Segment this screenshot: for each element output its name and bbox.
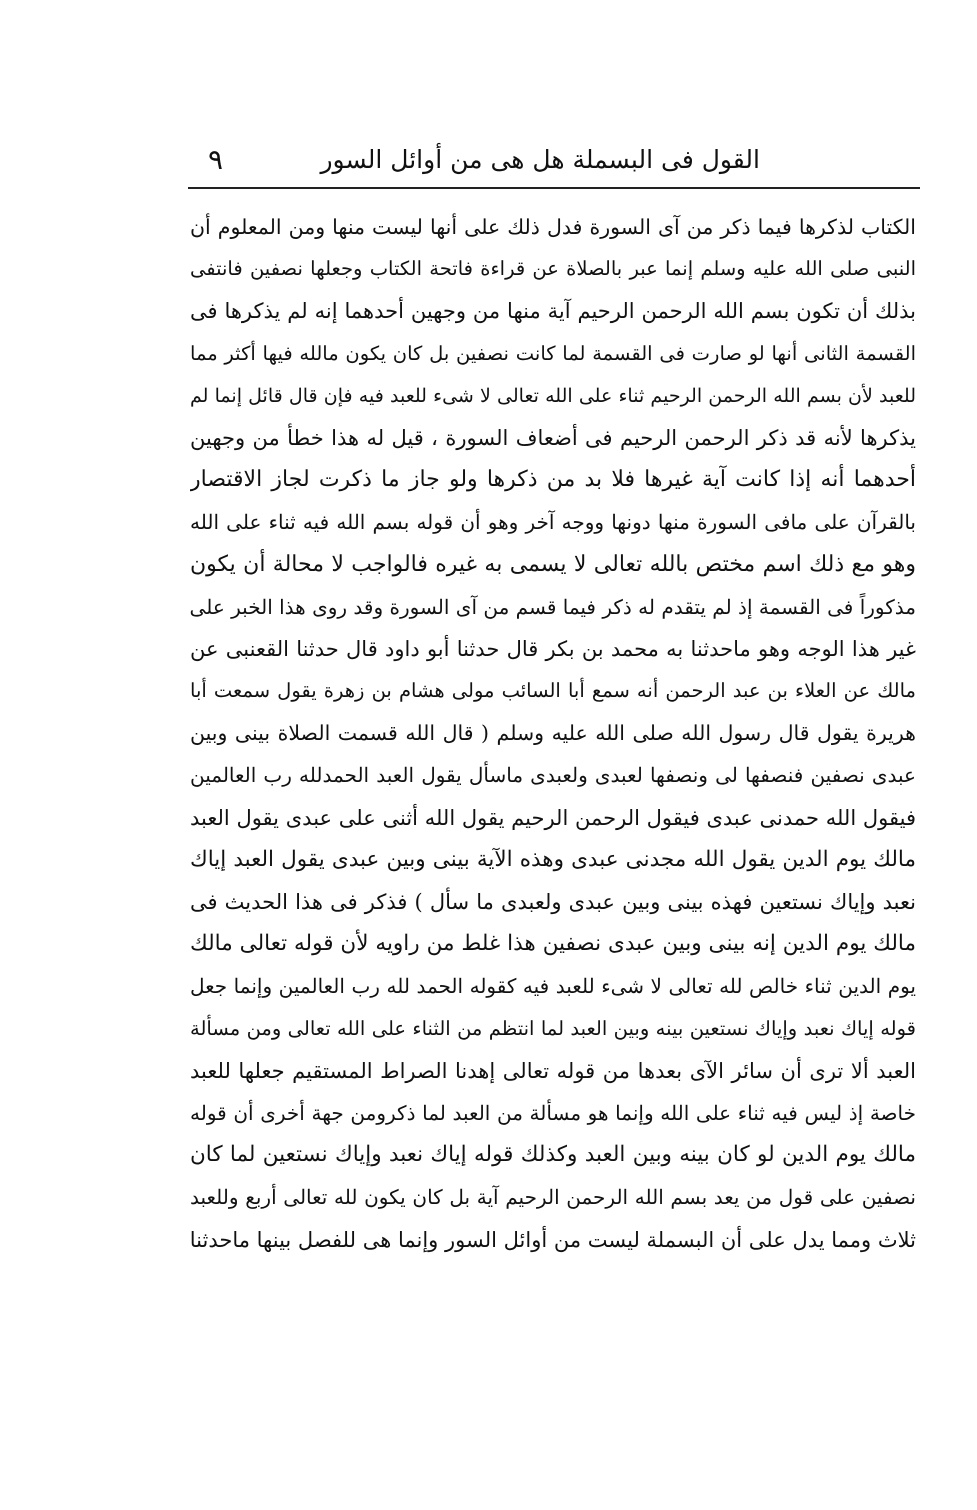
text-line: القسمة الثانى أنها لو صارت فى القسمة لما كانت نصفين بل كان يكون مالله فيها أكثر مما	[190, 341, 916, 365]
text-line: خاصة إذ ليس فيه ثناء على الله وإنما هو مسألة من العبد لما ذكرومن جهة أخرى أن قوله	[190, 1100, 916, 1125]
text-line: الكتاب لذكرها فيما ذكر من آى السورة فدل ذلك على أنها ليست منها ومن المعلوم أن	[190, 215, 916, 239]
text-line: هريرة يقول قال رسول الله صلى الله عليه وسلم ( قال الله قسمت الصلاة بينى وبين	[190, 721, 916, 746]
text-line: العبد ألا ترى أن سائر الآى بعدها من قوله تعالى إهدنا الصراط المستقيم جعلها للعبد	[190, 1058, 916, 1083]
text-line: يوم الدين ثناء خالص لله تعالى لا شىء للعبد فيه كقوله الحمد لله رب العالمين وإنما جعل	[190, 974, 916, 999]
text-line: بالقرآن على مافى السورة منها دونها ووجه آخر وهو أن قوله بسم الله فيه ثناء على الله	[190, 510, 916, 535]
text-line: غير هذا الوجه وهو ماحدثنا به محمد بن بكر قال حدثنا أبو داود قال حدثنا القعنبى عن	[190, 636, 916, 661]
body-text	[190, 206, 916, 1261]
text-line: قوله إياك نعبد وإياك نستعين بينه وبين العبد لما انتظم من الثناء على الله تعالى ومن مسألة	[190, 1016, 916, 1040]
page-number: ٩	[208, 143, 224, 176]
text-line: مالك يوم الدين إنه بينى وبين عبدى نصفين هذا غلط من راويه لأن قوله تعالى مالك	[190, 931, 916, 957]
text-line: يذكرها لأنه قد ذكر الرحمن الرحيم فى أضعاف السورة ، قيل له هذا خطأ من وجهين	[190, 425, 916, 450]
text-line: ثلاث ومما يدل على أن البسملة ليست من أوائل السور وإنما هى للفصل بينها ماحدثنا	[190, 1227, 916, 1252]
text-line: نعبد وإياك نستعين فهذه بينى وبين عبدى ولعبدى ما سأل ) فذكر فى هذا الحديث فى	[190, 890, 916, 914]
text-line: مالك عن العلاء بن عبد الرحمن أنه سمع أبا السائب مولى هشام بن زهرة يقول سمعت أبا	[190, 679, 916, 703]
running-title: القول فى البسملة هل هى من أوائل السور	[320, 145, 760, 174]
text-line: مالك يوم الدين لو كان بينه وبين العبد وكذلك قوله إياك نعبد وإياك نستعين لما كان	[190, 1142, 916, 1168]
text-line: مذكوراً فى القسمة إذ لم يتقدم له ذكر فيما قسم من آى السورة وقد روى هذا الخبر على	[190, 594, 916, 619]
text-line: بذلك أن تكون بسم الله الرحمن الرحيم آية منها من وجهين أحدهما إنه لم يذكرها فى	[190, 299, 916, 324]
text-line: أحدهما أنه إذا كانت آية غيرها فلا بد من ذكرها ولو جاز ما ذكرت لجاز الاقتصار	[190, 467, 916, 493]
text-line: مالك يوم الدين يقول الله مجدنى عبدى وهذه الآية بينى وبين عبدى يقول العبد إياك	[190, 846, 916, 872]
page-header	[200, 140, 760, 184]
header-rule	[188, 187, 920, 189]
text-line: فيقول الله حمدنى عبدى فيقول الرحمن الرحيم يقول الله أثنى على عبدى يقول العبد	[190, 805, 916, 830]
text-line: وهو مع ذلك اسم مختص بالله تعالى لا يسمى به غيره فالواجب لا محالة أن يكون	[190, 551, 916, 577]
text-line: النبى صلى الله عليه وسلم إنما عبر بالصلاة عن قراءة فاتحة الكتاب وجعلها نصفين فانتفى	[190, 257, 916, 281]
text-line: نصفين على قول من يعد بسم الله الرحمن الرحيم آية بل كان يكون لله تعالى أربع وللعبد	[190, 1185, 916, 1210]
text-line: عبدى نصفين فنصفها لى ونصفها لعبدى ولعبدى ماسأل يقول العبد الحمدلله رب العالمين	[190, 763, 916, 788]
text-line: للعبد لأن بسم الله الرحمن الرحيم ثناء على الله تعالى لا شىء للعبد فيه فإن قال قائل إنما لم	[190, 384, 916, 407]
